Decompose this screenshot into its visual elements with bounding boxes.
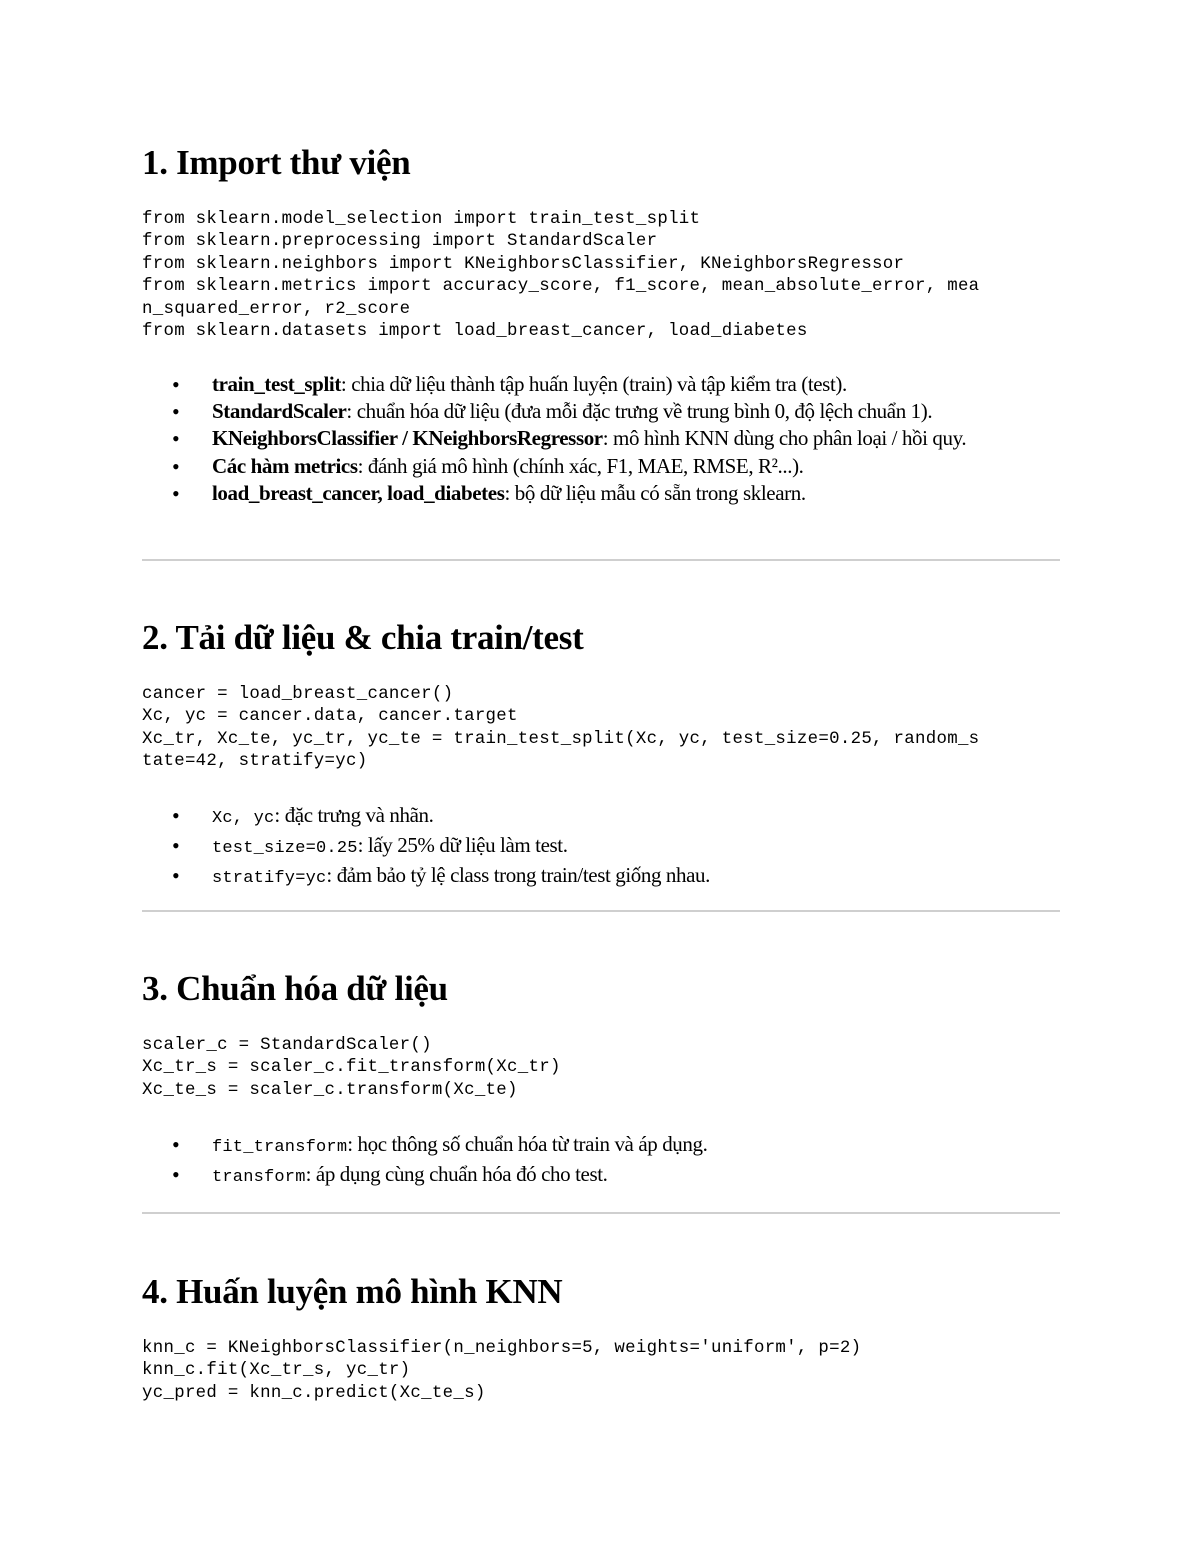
list-item: • test_size=0.25: lấy 25% dữ liệu làm test.	[142, 832, 1060, 862]
section-4-code-block: knn_c = KNeighborsClassifier(n_neighbors=5, weights='uniform', p=2) knn_c.fit(Xc_tr_s, yc_tr) yc_pred = knn_c.predict(Xc_te_s)	[142, 1339, 862, 1403]
section-3-code-block: scaler_c = StandardScaler() Xc_tr_s = scaler_c.fit_transform(Xc_tr) Xc_te_s = scaler_c.transform(Xc_te)	[142, 1036, 561, 1100]
section-1-heading: 1. Import thư viện	[142, 143, 411, 182]
section-2-code-block: cancer = load_breast_cancer() Xc, yc = cancer.data, cancer.target Xc_tr, Xc_te, yc_tr, yc_te = train_test_split(Xc, yc, test_size=0.25, random_s tate=42, stratify=yc)	[142, 685, 980, 772]
list-item: • load_breast_cancer, load_diabetes: bộ dữ liệu mẫu có sẵn trong sklearn.	[142, 480, 1060, 507]
section-3-bullet-list	[142, 1131, 1060, 1191]
section-2-bullet-list	[142, 802, 1060, 893]
section-1-code-block: from sklearn.model_selection import train_test_split from sklearn.preprocessing import StandardScaler from sklearn.neighbors import KNeighborsClassifier, KNeighborsRegressor from sklearn.metrics import accuracy_score, f1_score, mean_absolute_error, mea n_squared_error, r2_score from sklearn.datasets import load_breast_cancer, load_diabetes	[142, 210, 980, 342]
list-item: • Xc, yc: đặc trưng và nhãn.	[142, 802, 1060, 832]
section-2-heading: 2. Tải dữ liệu & chia train/test	[142, 618, 584, 657]
list-item: • transform: áp dụng cùng chuẩn hóa đó cho test.	[142, 1161, 1060, 1191]
section-divider	[142, 559, 1060, 561]
section-1-bullet-list	[142, 371, 1060, 507]
section-4-heading: 4. Huấn luyện mô hình KNN	[142, 1272, 563, 1311]
section-3-heading: 3. Chuẩn hóa dữ liệu	[142, 969, 448, 1008]
list-item: • Các hàm metrics: đánh giá mô hình (chính xác, F1, MAE, RMSE, R²...).	[142, 453, 1060, 480]
list-item: • fit_transform: học thông số chuẩn hóa từ train và áp dụng.	[142, 1131, 1060, 1161]
section-divider	[142, 910, 1060, 912]
list-item: • KNeighborsClassifier / KNeighborsRegressor: mô hình KNN dùng cho phân loại / hồi quy.	[142, 425, 1060, 452]
list-item: • train_test_split: chia dữ liệu thành tập huấn luyện (train) và tập kiểm tra (test).	[142, 371, 1060, 398]
list-item: • StandardScaler: chuẩn hóa dữ liệu (đưa mỗi đặc trưng về trung bình 0, độ lệch chuẩn 1).	[142, 398, 1060, 425]
section-divider	[142, 1212, 1060, 1214]
list-item: • stratify=yc: đảm bảo tỷ lệ class trong train/test giống nhau.	[142, 862, 1060, 892]
